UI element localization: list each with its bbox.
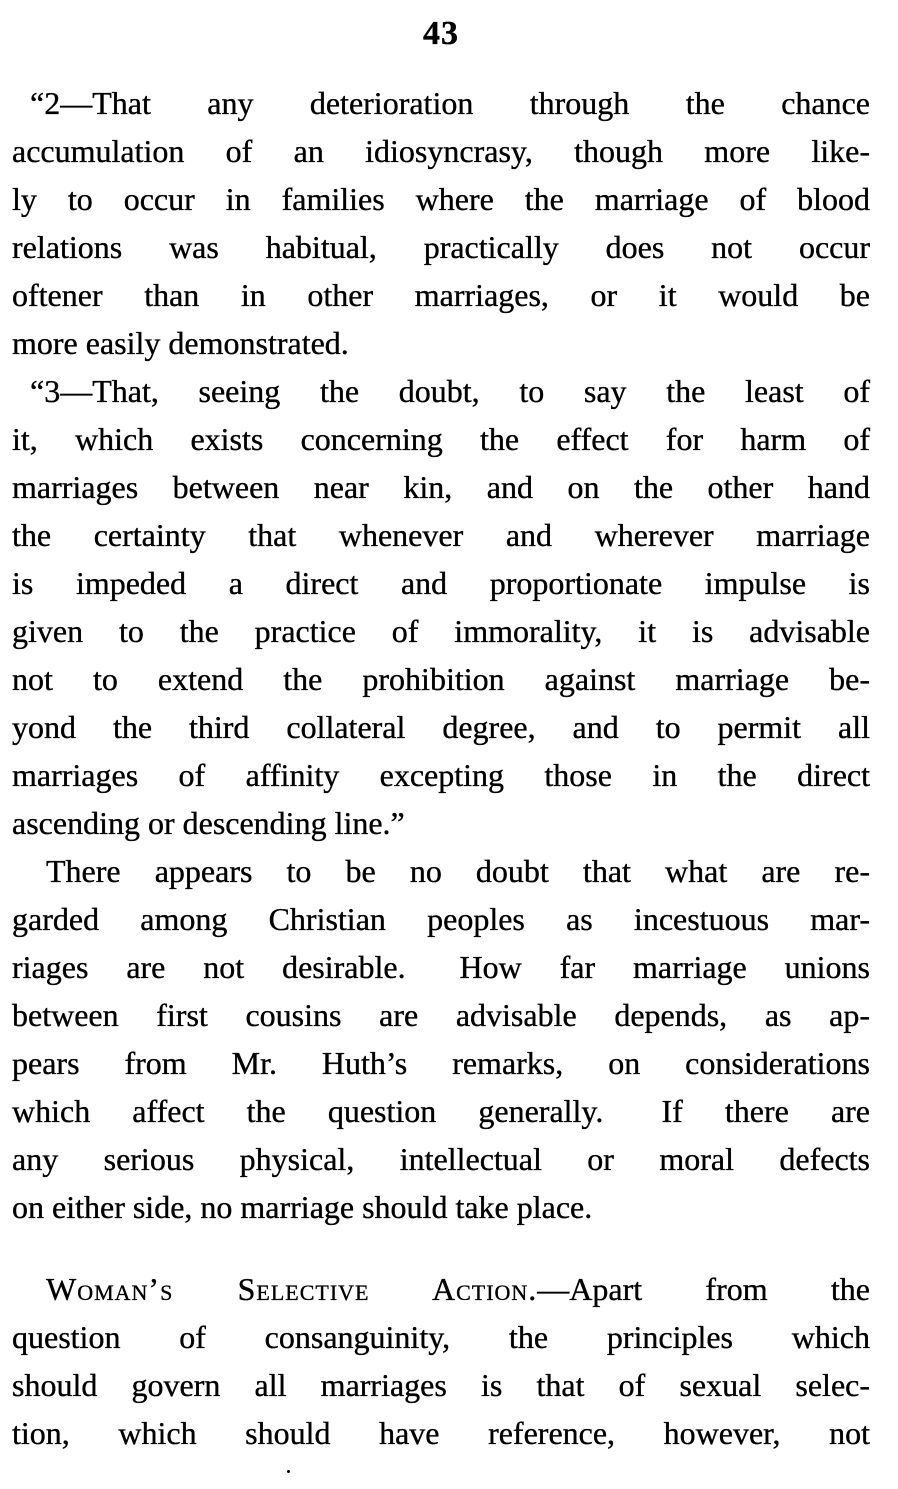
paragraph-quote-2 (12, 79, 870, 367)
text-line: not to extend the prohibition against marriage be- (12, 661, 870, 697)
text-line: pears from Mr. Huth’s remarks, on considerations (12, 1045, 870, 1081)
text-line: “3—That, seeing the doubt, to say the least of (30, 373, 870, 409)
paragraph-womans-selective-action (12, 1265, 870, 1457)
text-block (12, 79, 870, 1457)
text-line: garded among Christian peoples as incestuous mar- (12, 901, 870, 937)
text-line: on either side, no marriage should take place. (12, 1189, 593, 1225)
text-line: it, which exists concerning the effect for harm of (12, 421, 870, 457)
text-line: yond the third collateral degree, and to permit all (12, 709, 870, 745)
text-line: which affect the question generally. If there are (12, 1093, 870, 1129)
text-line: accumulation of an idiosyncrasy, though more like- (12, 133, 870, 169)
text-line: marriages between near kin, and on the other hand (12, 469, 870, 505)
paragraph-commentary (12, 847, 870, 1231)
text-line: ly to occur in families where the marriage of blood (12, 181, 870, 217)
text-line: tion, which should have reference, however, not (12, 1415, 870, 1451)
text-line: oftener than in other marriages, or it would be (12, 277, 870, 313)
text-line: should govern all marriages is that of sexual selec- (12, 1367, 870, 1403)
text-line: relations was habitual, practically does not occur (12, 229, 870, 265)
paragraph-quote-3 (12, 367, 870, 847)
text-segment: —Apart from the (537, 1271, 870, 1307)
text-line: riages are not desirable. How far marriage unions (12, 949, 870, 985)
text-line: between first cousins are advisable depends, as ap- (12, 997, 870, 1033)
text-line (12, 1265, 870, 1313)
text-line: the certainty that whenever and wherever marriage (12, 517, 870, 553)
text-line: There appears to be no doubt that what are re- (46, 853, 870, 889)
text-line: ascending or descending line.” (12, 805, 405, 841)
text-line: any serious physical, intellectual or moral defects (12, 1141, 870, 1177)
text-line: more easily demonstrated. (12, 325, 349, 361)
text-line: marriages of affinity excepting those in the direct (12, 757, 870, 793)
page-number: 43 (423, 15, 459, 52)
text-line: is impeded a direct and proportionate impulse is (12, 565, 870, 601)
section-heading: Woman’s Selective Action. (46, 1271, 538, 1307)
scan-artifact-dot (287, 1470, 290, 1473)
text-line: given to the practice of immorality, it is advisable (12, 613, 870, 649)
text-line: “2—That any deterioration through the chance (30, 85, 870, 121)
text-line: question of consanguinity, the principles which (12, 1319, 870, 1355)
